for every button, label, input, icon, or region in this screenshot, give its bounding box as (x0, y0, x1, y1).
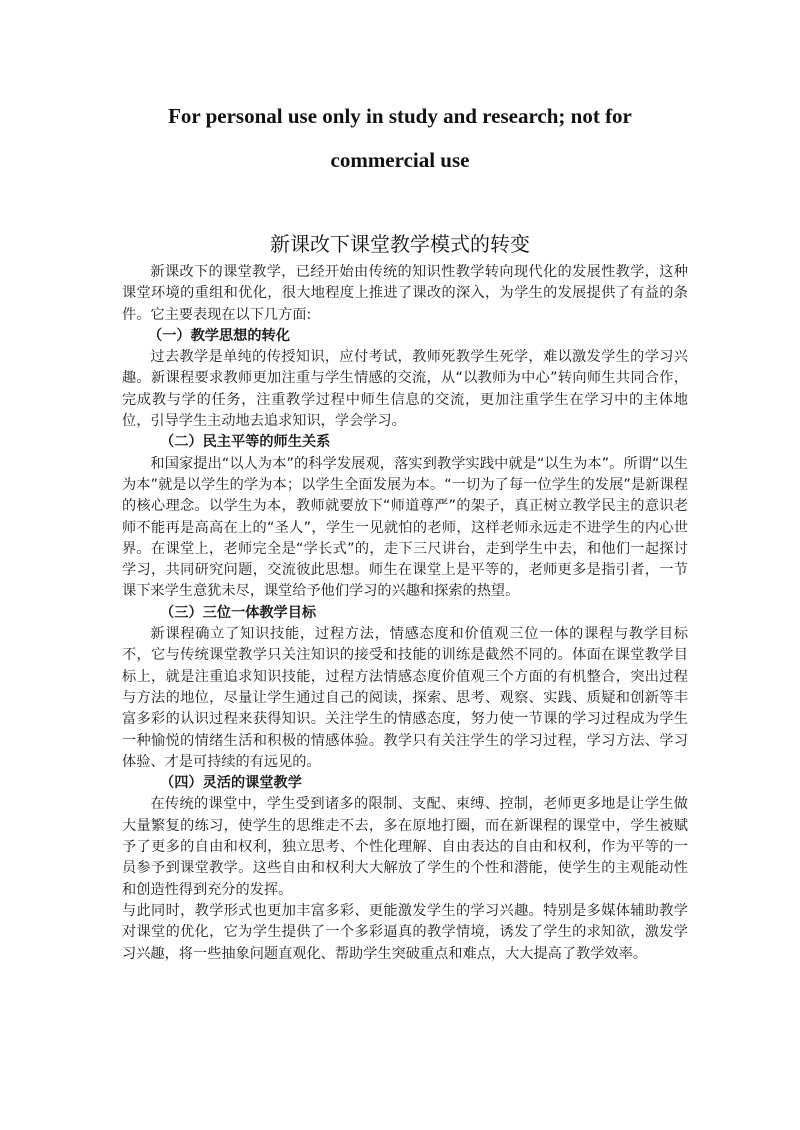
document-body (122, 262, 688, 965)
section-heading-2: （二）民主平等的师生关系 (160, 434, 331, 451)
section-heading-1: （一）教学思想的转化 (148, 327, 290, 344)
section-1-paragraph: 过去教学是单纯的传授知识，应付考试，教师死教学生死学，难以激发学生的学习兴趣。新课程要求教师更加注重与学生情感的交流，从“以教师为中心”转向师生共同合作，完成教与学的任务，注重教学过程中师生信息的交流，更加注重学生在学习中的主体地位，引导学生主动地去追求知识，学会学习。 (122, 349, 688, 430)
disclaimer-line-1: For personal use only in study and research; not for (168, 104, 632, 128)
intro-paragraph: 新课改下的课堂教学，已经开始由传统的知识性教学转向现代化的发展性教学，这种课堂环境的重组和优化，很大地程度上推进了课改的深入，为学生的发展提供了有益的条件。它主要表现在以下几方面: (122, 264, 688, 323)
section-4-paragraph-2: 与此同时，教学形式也更加丰富多彩、更能激发学生的学习兴趣。特别是多媒体辅助教学对课堂的优化，它为学生提供了一个多彩逼真的教学情境，诱发了学生的求知欲，激发学习兴趣，将一些抽象问题直观化、帮助学生突破重点和难点，大大提高了教学效率。 (122, 902, 688, 962)
section-3-paragraph: 新课程确立了知识技能，过程方法，情感态度和价值观三位一体的课程与教学目标不，它与传统课堂教学只关注知识的接受和技能的训练是截然不同的。体面在课堂教学目标上，就是注重追求知识技能，过程方法情感态度价值观三个方面的有机整合，突出过程与方法的地位，尽量让学生通过自己的阅读，探索、思考、观察、实践、质疑和创新等丰富多彩的认识过程来获得知识。关注学生的情感态度，努力使一节课的学习过程成为学生一种愉悦的情绪生活和积极的情感体验。教学只有关注学生的学习过程，学习方法、学习体验、才是可持续的有远见的。 (122, 626, 688, 770)
document-title: 新课改下课堂教学模式的转变 (270, 232, 530, 256)
section-heading-3: （三）三位一体教学目标 (160, 604, 317, 621)
section-heading-4: （四）灵活的课堂教学 (160, 775, 302, 792)
section-2-paragraph: 和国家提出“以人为本”的科学发展观，落实到教学实践中就是“以生为本”。所谓“以生为本”就是以学生的学为本；以学生全面发展为本。“一切为了每一位学生的发展”是新课程的核心理念。以学生为本，教师就要放下“师道尊严”的架子，真正树立教学民主的意识老师不能再是高高在上的“圣人”，学生一见就怕的老师，这样老师永远走不进学生的内心世界。在课堂上，老师完全是“学长式”的，走下三尺讲台，走到学生中去，和他们一起探讨学习，共同研究问题，交流彼此思想。师生在课堂上是平等的，老师更多是指引者，一节课下来学生意犹未尽，课堂给予他们学习的兴趣和探索的热望。 (122, 455, 688, 600)
section-4-paragraph-1: 在传统的课堂中，学生受到诸多的限制、支配、束缚、控制，老师更多地是让学生做大量繁复的练习，使学生的思维走不去，多在原地打圈，而在新课程的课堂中，学生被赋予了更多的自由和权利，独立思考、个性化理解、自由表达的自由和权利，作为平等的一员参予到课堂教学。这些自由和权利大大解放了学生的个性和潜能，使学生的主观能动性和创造性得到充分的发挥。 (122, 796, 688, 898)
disclaimer-line-2: commercial use (330, 148, 470, 172)
